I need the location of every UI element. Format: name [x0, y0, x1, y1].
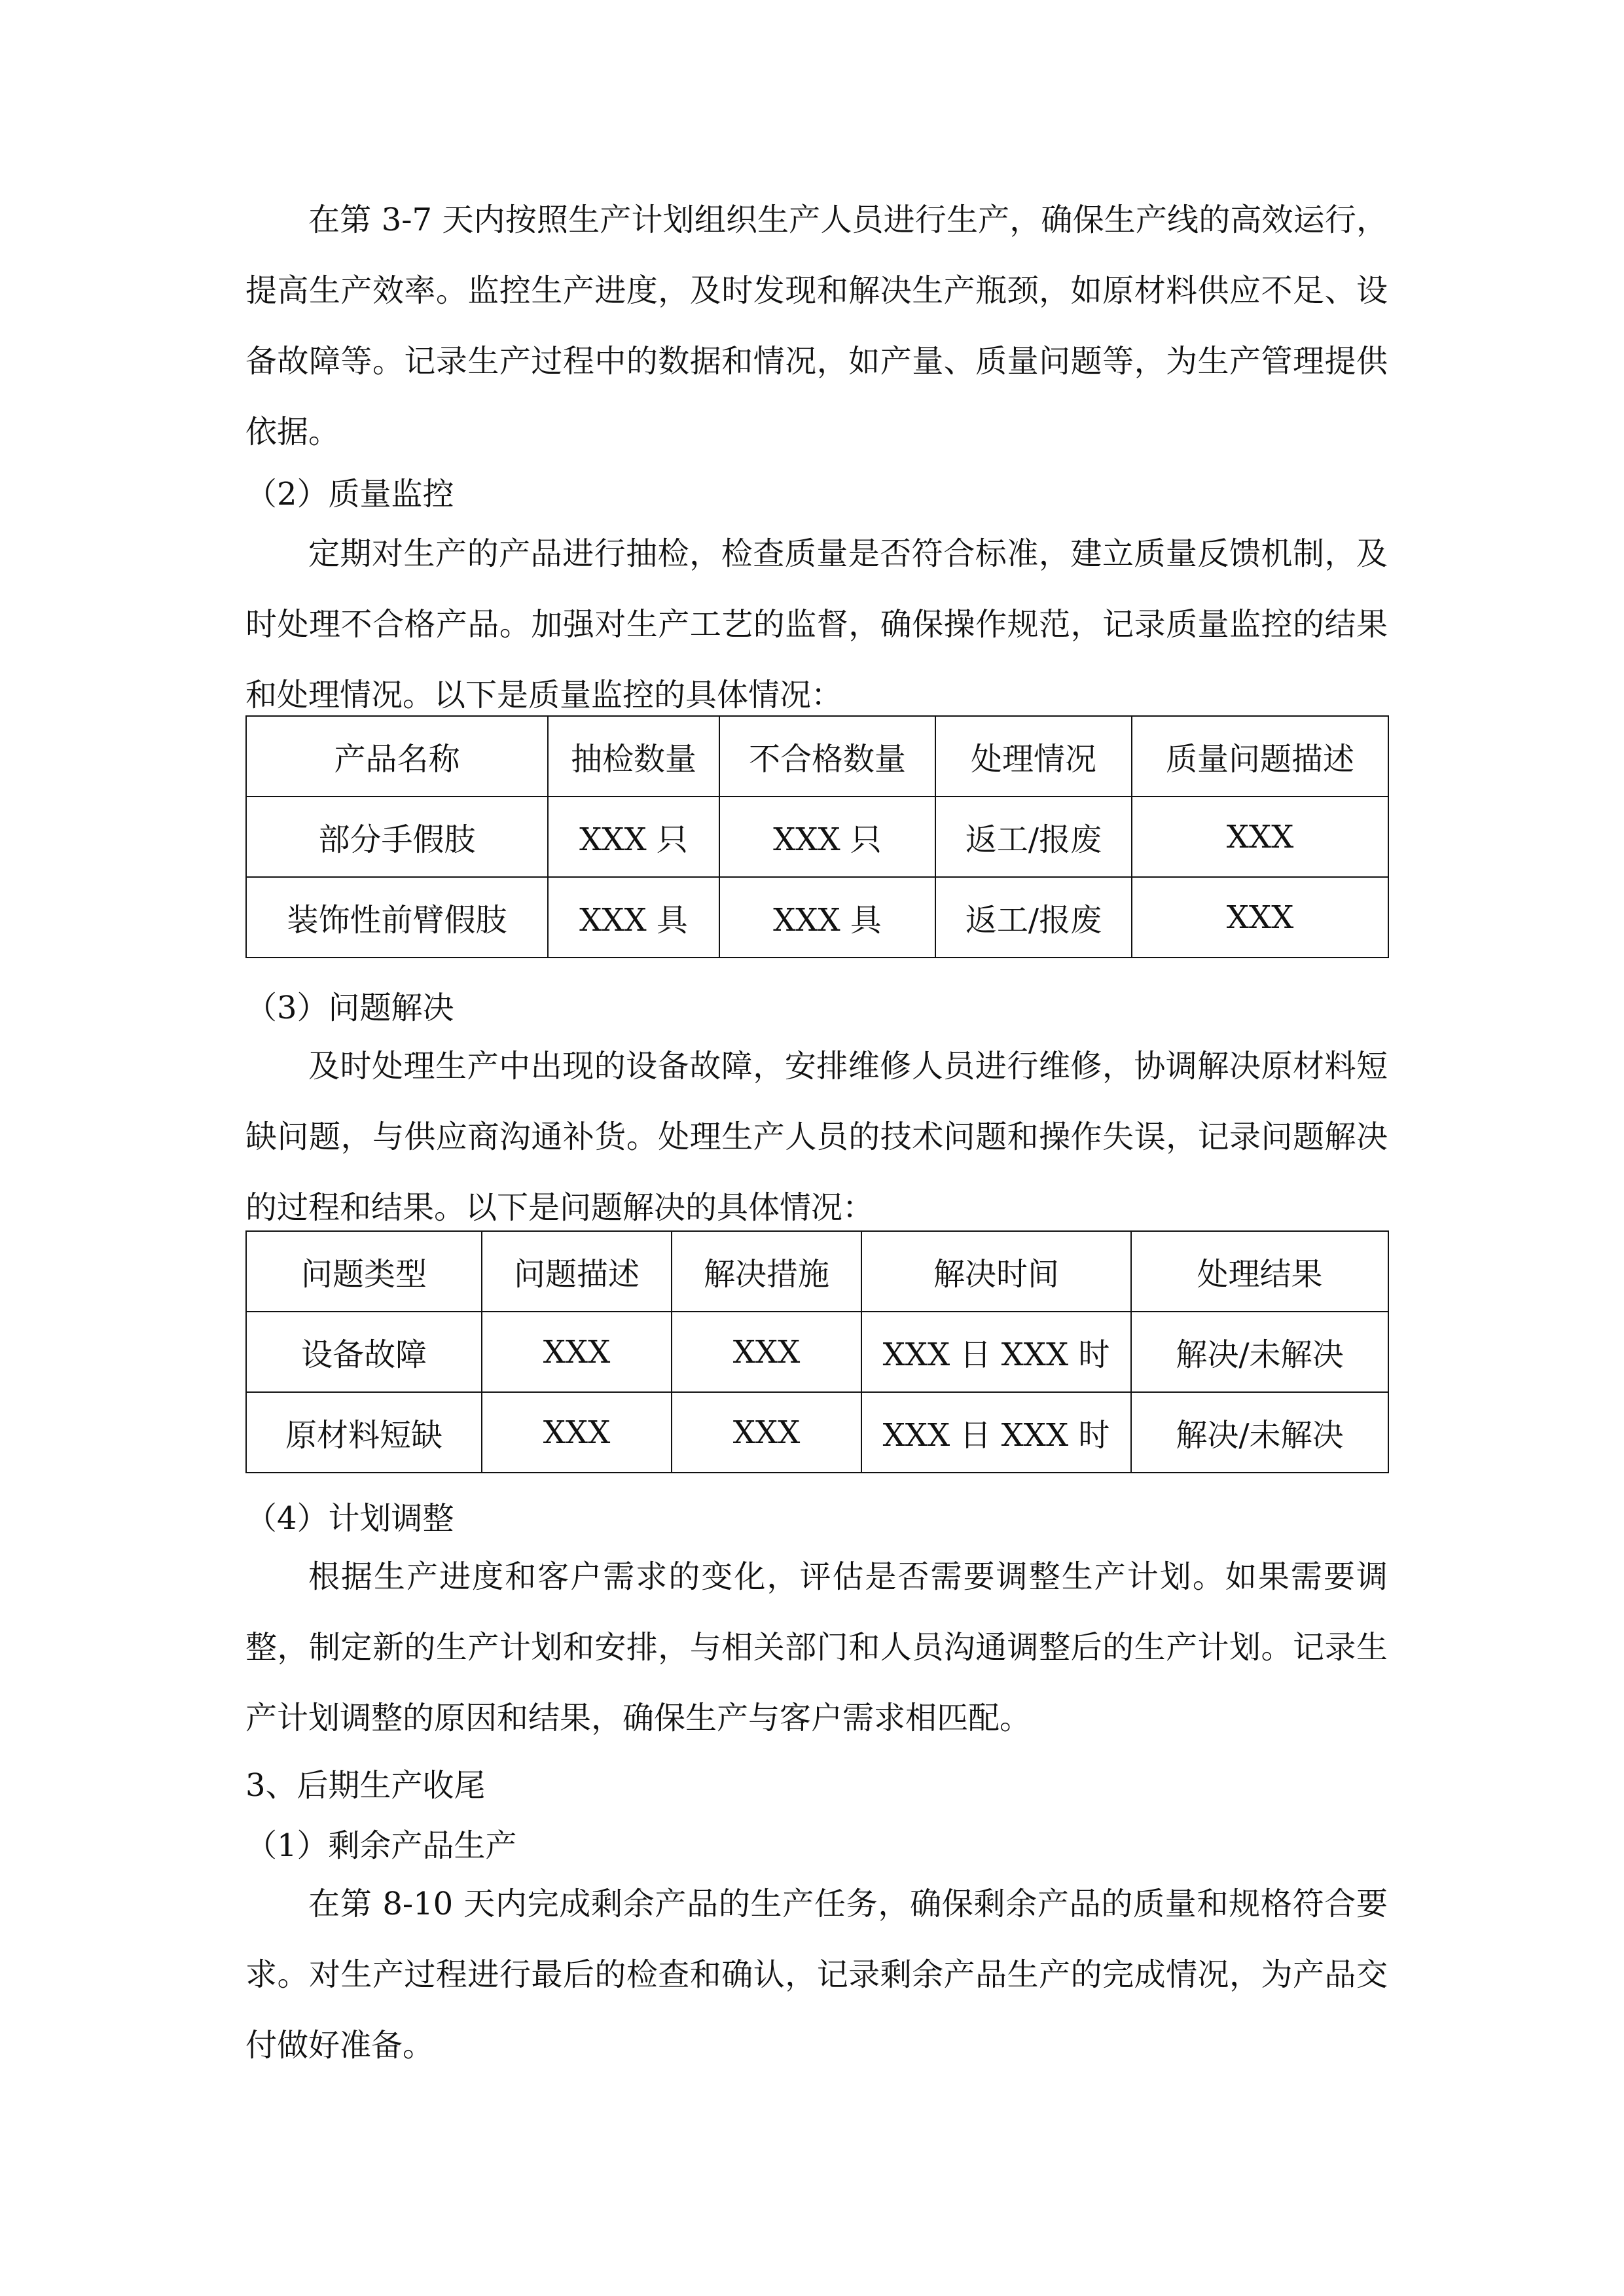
table-cell: XXX 只	[719, 797, 935, 877]
table-header-row	[246, 1231, 1388, 1312]
table-row	[246, 877, 1388, 958]
table-cell: 返工/报废	[935, 797, 1132, 877]
table-cell: XXX	[1132, 877, 1388, 958]
paragraph-plan-adjustment: 根据生产进度和客户需求的变化，评估是否需要调整生产计划。如果需要调整，制定新的生产计划和安排，与相关部门和人员沟通调整后的生产计划。记录生产计划调整的原因和结果，确保生产与客户需求相匹配。	[245, 1558, 1388, 1736]
paragraph-problem-solving: 及时处理生产中出现的设备故障，安排维修人员进行维修，协调解决原材料短缺问题，与供应商沟通补货。处理生产人员的技术问题和操作失误，记录问题解决的过程和结果。以下是问题解决的具体情况：	[245, 1048, 1388, 1226]
table-cell: 返工/报废	[935, 877, 1132, 958]
table-header-cell: 处理情况	[935, 716, 1132, 797]
table-header-cell: 解决时间	[861, 1231, 1131, 1312]
table-header-cell: 质量问题描述	[1132, 716, 1388, 797]
paragraph-remaining-products: 在第 8-10 天内完成剩余产品的生产任务，确保剩余产品的质量和规格符合要求。对生产过程进行最后的检查和确认，记录剩余产品生产的完成情况，为产品交付做好准备。	[245, 1886, 1388, 2064]
heading-remaining-products: （1）剩余产品生产	[245, 1827, 517, 1864]
table-header-cell: 问题描述	[482, 1231, 672, 1312]
heading-late-production: 3、后期生产收尾	[245, 1767, 486, 1804]
table-cell: 解决/未解决	[1131, 1312, 1388, 1392]
table-row	[246, 1312, 1388, 1392]
paragraph-quality-monitoring: 定期对生产的产品进行抽检，检查质量是否符合标准，建立质量反馈机制，及时处理不合格产品。加强对生产工艺的监督，确保操作规范，记录质量监控的结果和处理情况。以下是质量监控的具体情况：	[245, 535, 1388, 713]
table-cell: XXX 只	[548, 797, 719, 877]
table-header-cell: 不合格数量	[719, 716, 935, 797]
table-cell: XXX	[482, 1312, 672, 1392]
table-row	[246, 1392, 1388, 1473]
table-cell: XXX 具	[548, 877, 719, 958]
table-cell: XXX	[482, 1392, 672, 1473]
paragraph-production-execution: 在第 3-7 天内按照生产计划组织生产人员进行生产，确保生产线的高效运行，提高生产效率。监控生产进度，及时发现和解决生产瓶颈，如原材料供应不足、设备故障等。记录生产过程中的数据和情况，如产量、质量问题等，为生产管理提供依据。	[245, 202, 1388, 450]
table-header-cell: 处理结果	[1131, 1231, 1388, 1312]
table-header-cell: 抽检数量	[548, 716, 719, 797]
table-header-cell: 产品名称	[246, 716, 548, 797]
table-cell: XXX	[672, 1392, 861, 1473]
table-cell: XXX 日 XXX 时	[861, 1312, 1131, 1392]
table-row	[246, 797, 1388, 877]
problem-table	[245, 1230, 1389, 1473]
table-cell: 部分手假肢	[246, 797, 548, 877]
table-header-row	[246, 716, 1388, 797]
table-header-cell: 解决措施	[672, 1231, 861, 1312]
table-cell: XXX	[1132, 797, 1388, 877]
table-cell: XXX 日 XXX 时	[861, 1392, 1131, 1473]
table-cell: XXX	[672, 1312, 861, 1392]
table-cell: 解决/未解决	[1131, 1392, 1388, 1473]
table-cell: XXX 具	[719, 877, 935, 958]
heading-plan-adjustment: （4）计划调整	[245, 1500, 454, 1537]
quality-table	[245, 715, 1389, 958]
heading-quality-monitoring: （2）质量监控	[245, 476, 454, 512]
table-cell: 装饰性前臂假肢	[246, 877, 548, 958]
heading-problem-solving: （3）问题解决	[245, 990, 454, 1026]
table-header-cell: 问题类型	[246, 1231, 482, 1312]
table-cell: 原材料短缺	[246, 1392, 482, 1473]
table-cell: 设备故障	[246, 1312, 482, 1392]
